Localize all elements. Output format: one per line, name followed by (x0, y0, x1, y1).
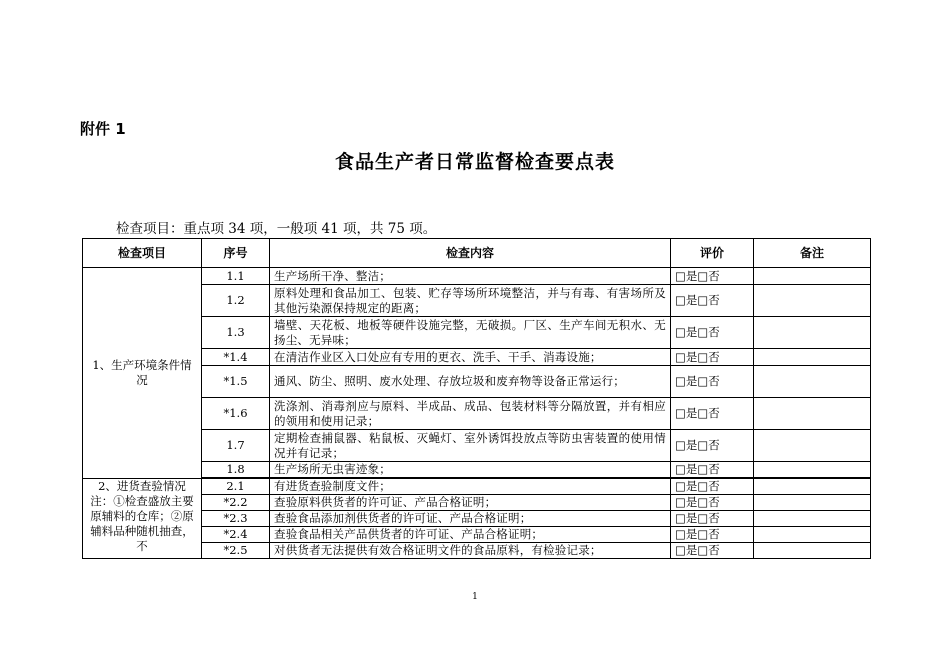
remarks-cell[interactable] (754, 317, 871, 349)
row-content: 查验原料供货者的许可证、产品合格证明； (270, 495, 671, 511)
evaluation-checkbox[interactable]: □是□否 (671, 430, 754, 462)
row-number: *2.4 (202, 527, 270, 543)
evaluation-checkbox[interactable]: □是□否 (671, 317, 754, 349)
row-number: 1.7 (202, 430, 270, 462)
remarks-cell[interactable] (754, 366, 871, 398)
table-row (83, 398, 871, 430)
row-content: 原料处理和食品加工、包装、贮存等场所环境整洁，并与有毒、有害场所及其他污染源保持规定的距离； (270, 285, 671, 317)
row-content: 墙壁、天花板、地板等硬件设施完整，无破损。厂区、生产车间无积水、无扬尘、无异味； (270, 317, 671, 349)
table-row (83, 511, 871, 527)
table-row (83, 285, 871, 317)
row-content: 生产场所干净、整洁； (270, 268, 671, 285)
evaluation-checkbox[interactable]: □是□否 (671, 268, 754, 285)
row-content: 洗涤剂、消毒剂应与原料、半成品、成品、包装材料等分隔放置，并有相应的领用和使用记录； (270, 398, 671, 430)
row-number: 1.1 (202, 268, 270, 285)
row-number: *2.2 (202, 495, 270, 511)
row-content: 定期检查捕鼠器、粘鼠板、灭蝇灯、室外诱饵投放点等防虫害装置的使用情况并有记录； (270, 430, 671, 462)
evaluation-checkbox[interactable]: □是□否 (671, 527, 754, 543)
attachment-label: 附件 1 (80, 120, 126, 138)
evaluation-checkbox[interactable]: □是□否 (671, 495, 754, 511)
row-number: *1.4 (202, 349, 270, 366)
header-remarks: 备注 (754, 239, 871, 268)
row-content: 查验食品相关产品供货者的许可证、产品合格证明； (270, 527, 671, 543)
table-row (83, 479, 871, 495)
remarks-cell[interactable] (754, 462, 871, 478)
document-title: 食品生产者日常监督检查要点表 (334, 151, 615, 173)
row-content: 有进货查验制度文件； (270, 479, 671, 495)
row-number: 1.8 (202, 462, 270, 478)
header-category: 检查项目 (83, 239, 202, 268)
table-row (83, 527, 871, 543)
remarks-cell[interactable] (754, 479, 871, 495)
inspection-summary: 检查项目：重点项 34 项，一般项 41 项，共 75 项。 (116, 221, 437, 237)
evaluation-checkbox[interactable]: □是□否 (671, 511, 754, 527)
table-row (83, 268, 871, 285)
table-row (83, 317, 871, 349)
table-row (83, 349, 871, 366)
remarks-cell[interactable] (754, 495, 871, 511)
evaluation-checkbox[interactable]: □是□否 (671, 366, 754, 398)
remarks-cell[interactable] (754, 527, 871, 543)
evaluation-checkbox[interactable]: □是□否 (671, 543, 754, 559)
table-row (83, 430, 871, 462)
row-number: 1.2 (202, 285, 270, 317)
remarks-cell[interactable] (754, 349, 871, 366)
evaluation-checkbox[interactable]: □是□否 (671, 349, 754, 366)
table-row (83, 462, 871, 478)
header-evaluation: 评价 (671, 239, 754, 268)
remarks-cell[interactable] (754, 511, 871, 527)
row-content: 在清洁作业区入口处应有专用的更衣、洗手、干手、消毒设施； (270, 349, 671, 366)
row-number: *1.5 (202, 366, 270, 398)
header-content: 检查内容 (270, 239, 671, 268)
page-number: 1 (472, 592, 478, 602)
row-number: *2.3 (202, 511, 270, 527)
remarks-cell[interactable] (754, 543, 871, 559)
remarks-cell[interactable] (754, 398, 871, 430)
category-environment: 1、生产环境条件情况 (83, 268, 202, 479)
evaluation-checkbox[interactable]: □是□否 (671, 479, 754, 495)
row-content: 查验食品添加剂供货者的许可证、产品合格证明； (270, 511, 671, 527)
row-number: 1.3 (202, 317, 270, 349)
inspection-table (82, 238, 871, 559)
remarks-cell[interactable] (754, 285, 871, 317)
remarks-cell[interactable] (754, 268, 871, 285)
table-row (83, 366, 871, 398)
row-number: *2.5 (202, 543, 270, 559)
evaluation-checkbox[interactable]: □是□否 (671, 285, 754, 317)
header-number: 序号 (202, 239, 270, 268)
row-content: 通风、防尘、照明、废水处理、存放垃圾和废弃物等设备正常运行； (270, 366, 671, 398)
remarks-cell[interactable] (754, 430, 871, 462)
evaluation-checkbox[interactable]: □是□否 (671, 398, 754, 430)
row-content: 对供货者无法提供有效合格证明文件的食品原料，有检验记录； (270, 543, 671, 559)
row-number: 2.1 (202, 479, 270, 495)
evaluation-checkbox[interactable]: □是□否 (671, 462, 754, 478)
category-incoming-inspection: 2、进货查验情况注：①检查盛放主要原辅料的仓库；②原辅料品种随机抽查，不 (83, 479, 202, 559)
table-row (83, 543, 871, 559)
row-content: 生产场所无虫害迹象； (270, 462, 671, 478)
table-header-row (83, 239, 871, 268)
table-row (83, 495, 871, 511)
row-number: *1.6 (202, 398, 270, 430)
